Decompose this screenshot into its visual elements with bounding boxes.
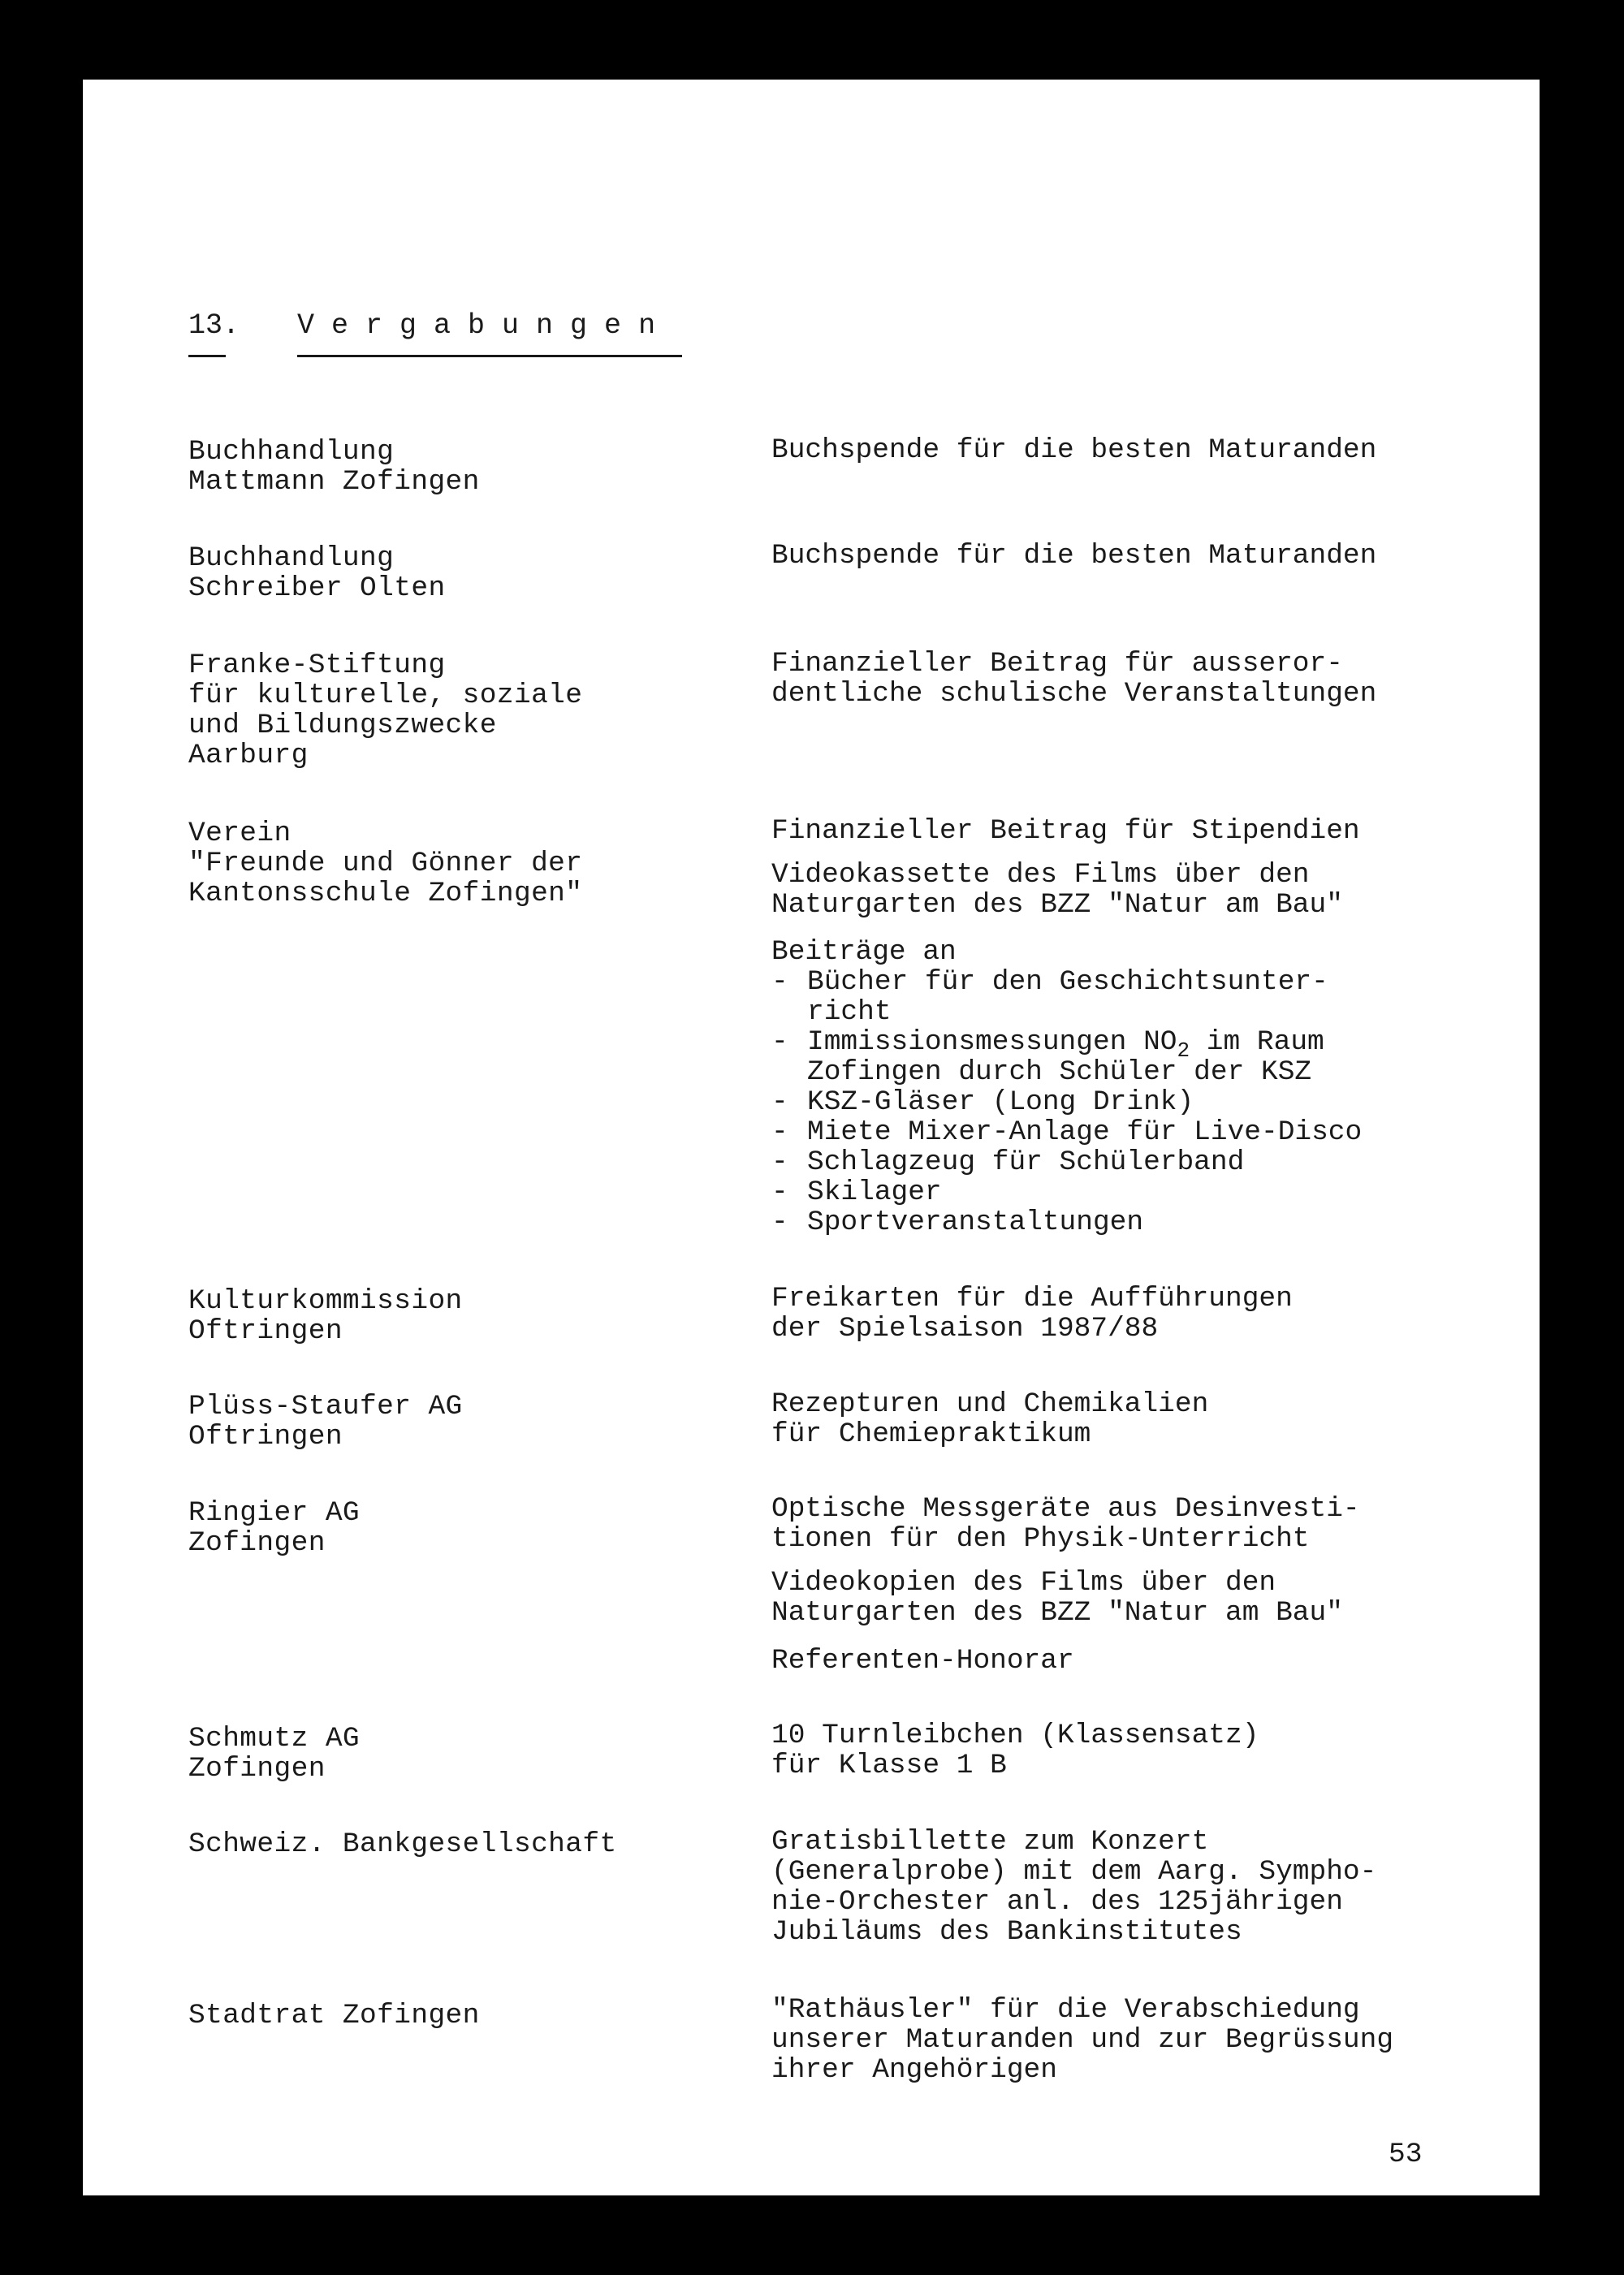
donor-name: Ringier AG Zofingen	[188, 1497, 361, 1559]
list-item: - Immissionsmessungen $NO_2$ im Raum Zofingen durch Schüler der KSZ	[771, 1026, 1324, 1088]
list-item: - Bücher für den Geschichtsunter- richt	[771, 966, 1328, 1028]
list-item: - Miete Mixer-Anlage für Live-Disco	[771, 1116, 1363, 1148]
donation-description: Finanzieller Beitrag für ausseror- dentliche schulische Veranstaltungen	[771, 648, 1377, 710]
donation-description: Buchspende für die besten Maturanden	[771, 434, 1377, 466]
section-title-underline	[297, 355, 682, 357]
donation-description: Buchspende für die besten Maturanden	[771, 540, 1377, 572]
donor-name: Verein "Freunde und Gönner der Kantonsschule Zofingen"	[188, 818, 583, 909]
donation-description: Finanzieller Beitrag für Stipendien	[771, 815, 1360, 847]
donor-name: Stadtrat Zofingen	[188, 2000, 480, 2031]
donation-list	[771, 967, 1362, 1237]
page-number: 53	[1389, 2139, 1423, 2170]
list-item: - Schlagzeug für Schülerband	[771, 1146, 1245, 1178]
donation-list-intro: Beiträge an	[771, 936, 957, 968]
donor-name: Plüss-Staufer AG Oftringen	[188, 1391, 463, 1453]
section-title: V e r g a b u n g e n	[297, 309, 656, 342]
section-number-underline	[188, 355, 226, 357]
list-item: - KSZ-Gläser (Long Drink)	[771, 1086, 1194, 1118]
donor-name: Kulturkommission Oftringen	[188, 1285, 463, 1347]
donation-description: Gratisbillette zum Konzert (Generalprobe) mit dem Aarg. Sympho- nie-Orchester anl. des 125jährigen Jubiläums des Bankinstitutes	[771, 1826, 1377, 1948]
donation-description: Referenten-Honorar	[771, 1645, 1074, 1677]
donor-name: Buchhandlung Mattmann Zofingen	[188, 436, 480, 498]
donor-name: Schweiz. Bankgesellschaft	[188, 1828, 617, 1860]
donation-description: 10 Turnleibchen (Klassensatz) für Klasse 1 B	[771, 1720, 1259, 1781]
list-item: - Sportveranstaltungen	[771, 1207, 1144, 1238]
donation-description: Videokopien des Films über den Naturgarten des BZZ "Natur am Bau"	[771, 1567, 1343, 1629]
section-number: 13.	[188, 309, 240, 342]
donation-description: Videokassette des Films über den Naturgarten des BZZ "Natur am Bau"	[771, 859, 1343, 921]
donation-description: "Rathäusler" für die Verabschiedung unserer Maturanden und zur Begrüssung ihrer Angehörigen	[771, 1994, 1394, 2086]
donation-description: Optische Messgeräte aus Desinvesti- tionen für den Physik-Unterricht	[771, 1493, 1360, 1555]
document-page	[83, 80, 1540, 2195]
list-item: - Skilager	[771, 1176, 942, 1208]
donation-description: Rezepturen und Chemikalien für Chemiepraktikum	[771, 1388, 1209, 1450]
donation-description: Freikarten für die Aufführungen der Spielsaison 1987/88	[771, 1283, 1293, 1345]
donor-name: Franke-Stiftung für kulturelle, soziale und Bildungszwecke Aarburg	[188, 650, 583, 771]
donor-name: Buchhandlung Schreiber Olten	[188, 542, 446, 604]
donor-name: Schmutz AG Zofingen	[188, 1723, 361, 1785]
